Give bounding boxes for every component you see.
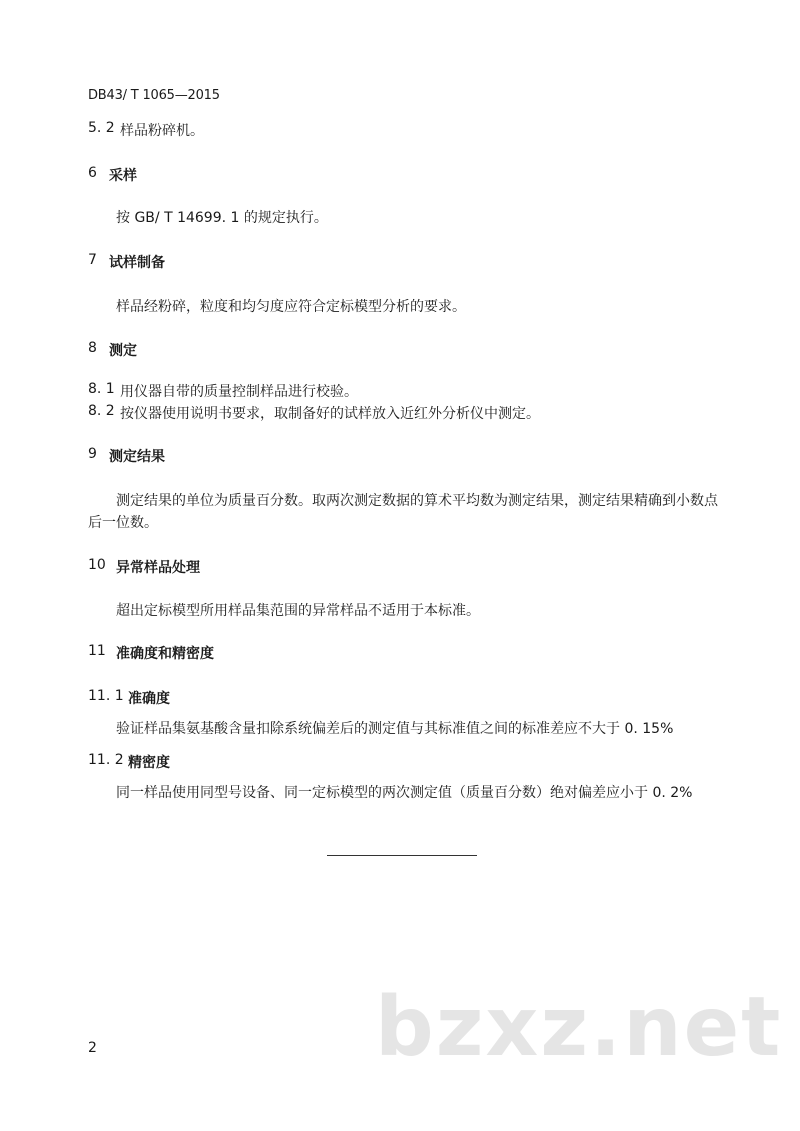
section-number: 10 bbox=[88, 557, 106, 573]
section-title: 准确度和精密度 bbox=[116, 646, 214, 662]
section-title: 采样 bbox=[109, 168, 137, 184]
section-title: 测定结果 bbox=[109, 449, 165, 465]
clause-text: 按仪器使用说明书要求，取制备好的试样放入近红外分析仪中测定。 bbox=[120, 406, 540, 422]
section-title: 测定 bbox=[109, 343, 137, 359]
subsection-number: 11. 2 bbox=[88, 752, 124, 768]
section-number: 6 bbox=[88, 165, 97, 181]
section-number: 7 bbox=[88, 252, 97, 268]
clause-text: 样品粉碎机。 bbox=[120, 123, 204, 139]
subsection-title: 准确度 bbox=[128, 691, 170, 707]
watermark: bzxz.net bbox=[375, 980, 783, 1075]
section-body: 按 GB/ T 14699. 1 的规定执行。 bbox=[116, 210, 328, 226]
subsection-title: 精密度 bbox=[128, 755, 170, 771]
section-body-line: 测定结果的单位为质量百分数。取两次测定数据的算术平均数为测定结果，测定结果精确到小数点 bbox=[116, 493, 718, 509]
page-number: 2 bbox=[88, 1040, 97, 1056]
subsection-body: 同一样品使用同型号设备、同一定标模型的两次测定值（质量百分数）绝对偏差应小于 0. 2% bbox=[116, 785, 693, 801]
clause-text: 用仪器自带的质量控制样品进行校验。 bbox=[120, 384, 358, 400]
section-body: 超出定标模型所用样品集范围的异常样品不适用于本标准。 bbox=[116, 603, 480, 619]
section-body-line: 后一位数。 bbox=[88, 515, 158, 531]
end-rule bbox=[327, 855, 477, 856]
subsection-number: 11. 1 bbox=[88, 688, 124, 704]
section-title: 异常样品处理 bbox=[116, 560, 200, 576]
clause-number: 8. 2 bbox=[88, 403, 115, 419]
section-number: 11 bbox=[88, 643, 106, 659]
subsection-body: 验证样品集氨基酸含量扣除系统偏差后的测定值与其标准值之间的标准差应不大于 0. 15% bbox=[116, 721, 674, 737]
document-code: DB43/ T 1065—2015 bbox=[88, 88, 220, 103]
section-number: 9 bbox=[88, 446, 97, 462]
clause-number: 5. 2 bbox=[88, 120, 115, 136]
section-title: 试样制备 bbox=[109, 255, 165, 271]
clause-number: 8. 1 bbox=[88, 381, 115, 397]
section-body: 样品经粉碎，粒度和均匀度应符合定标模型分析的要求。 bbox=[116, 299, 466, 315]
section-number: 8 bbox=[88, 340, 97, 356]
